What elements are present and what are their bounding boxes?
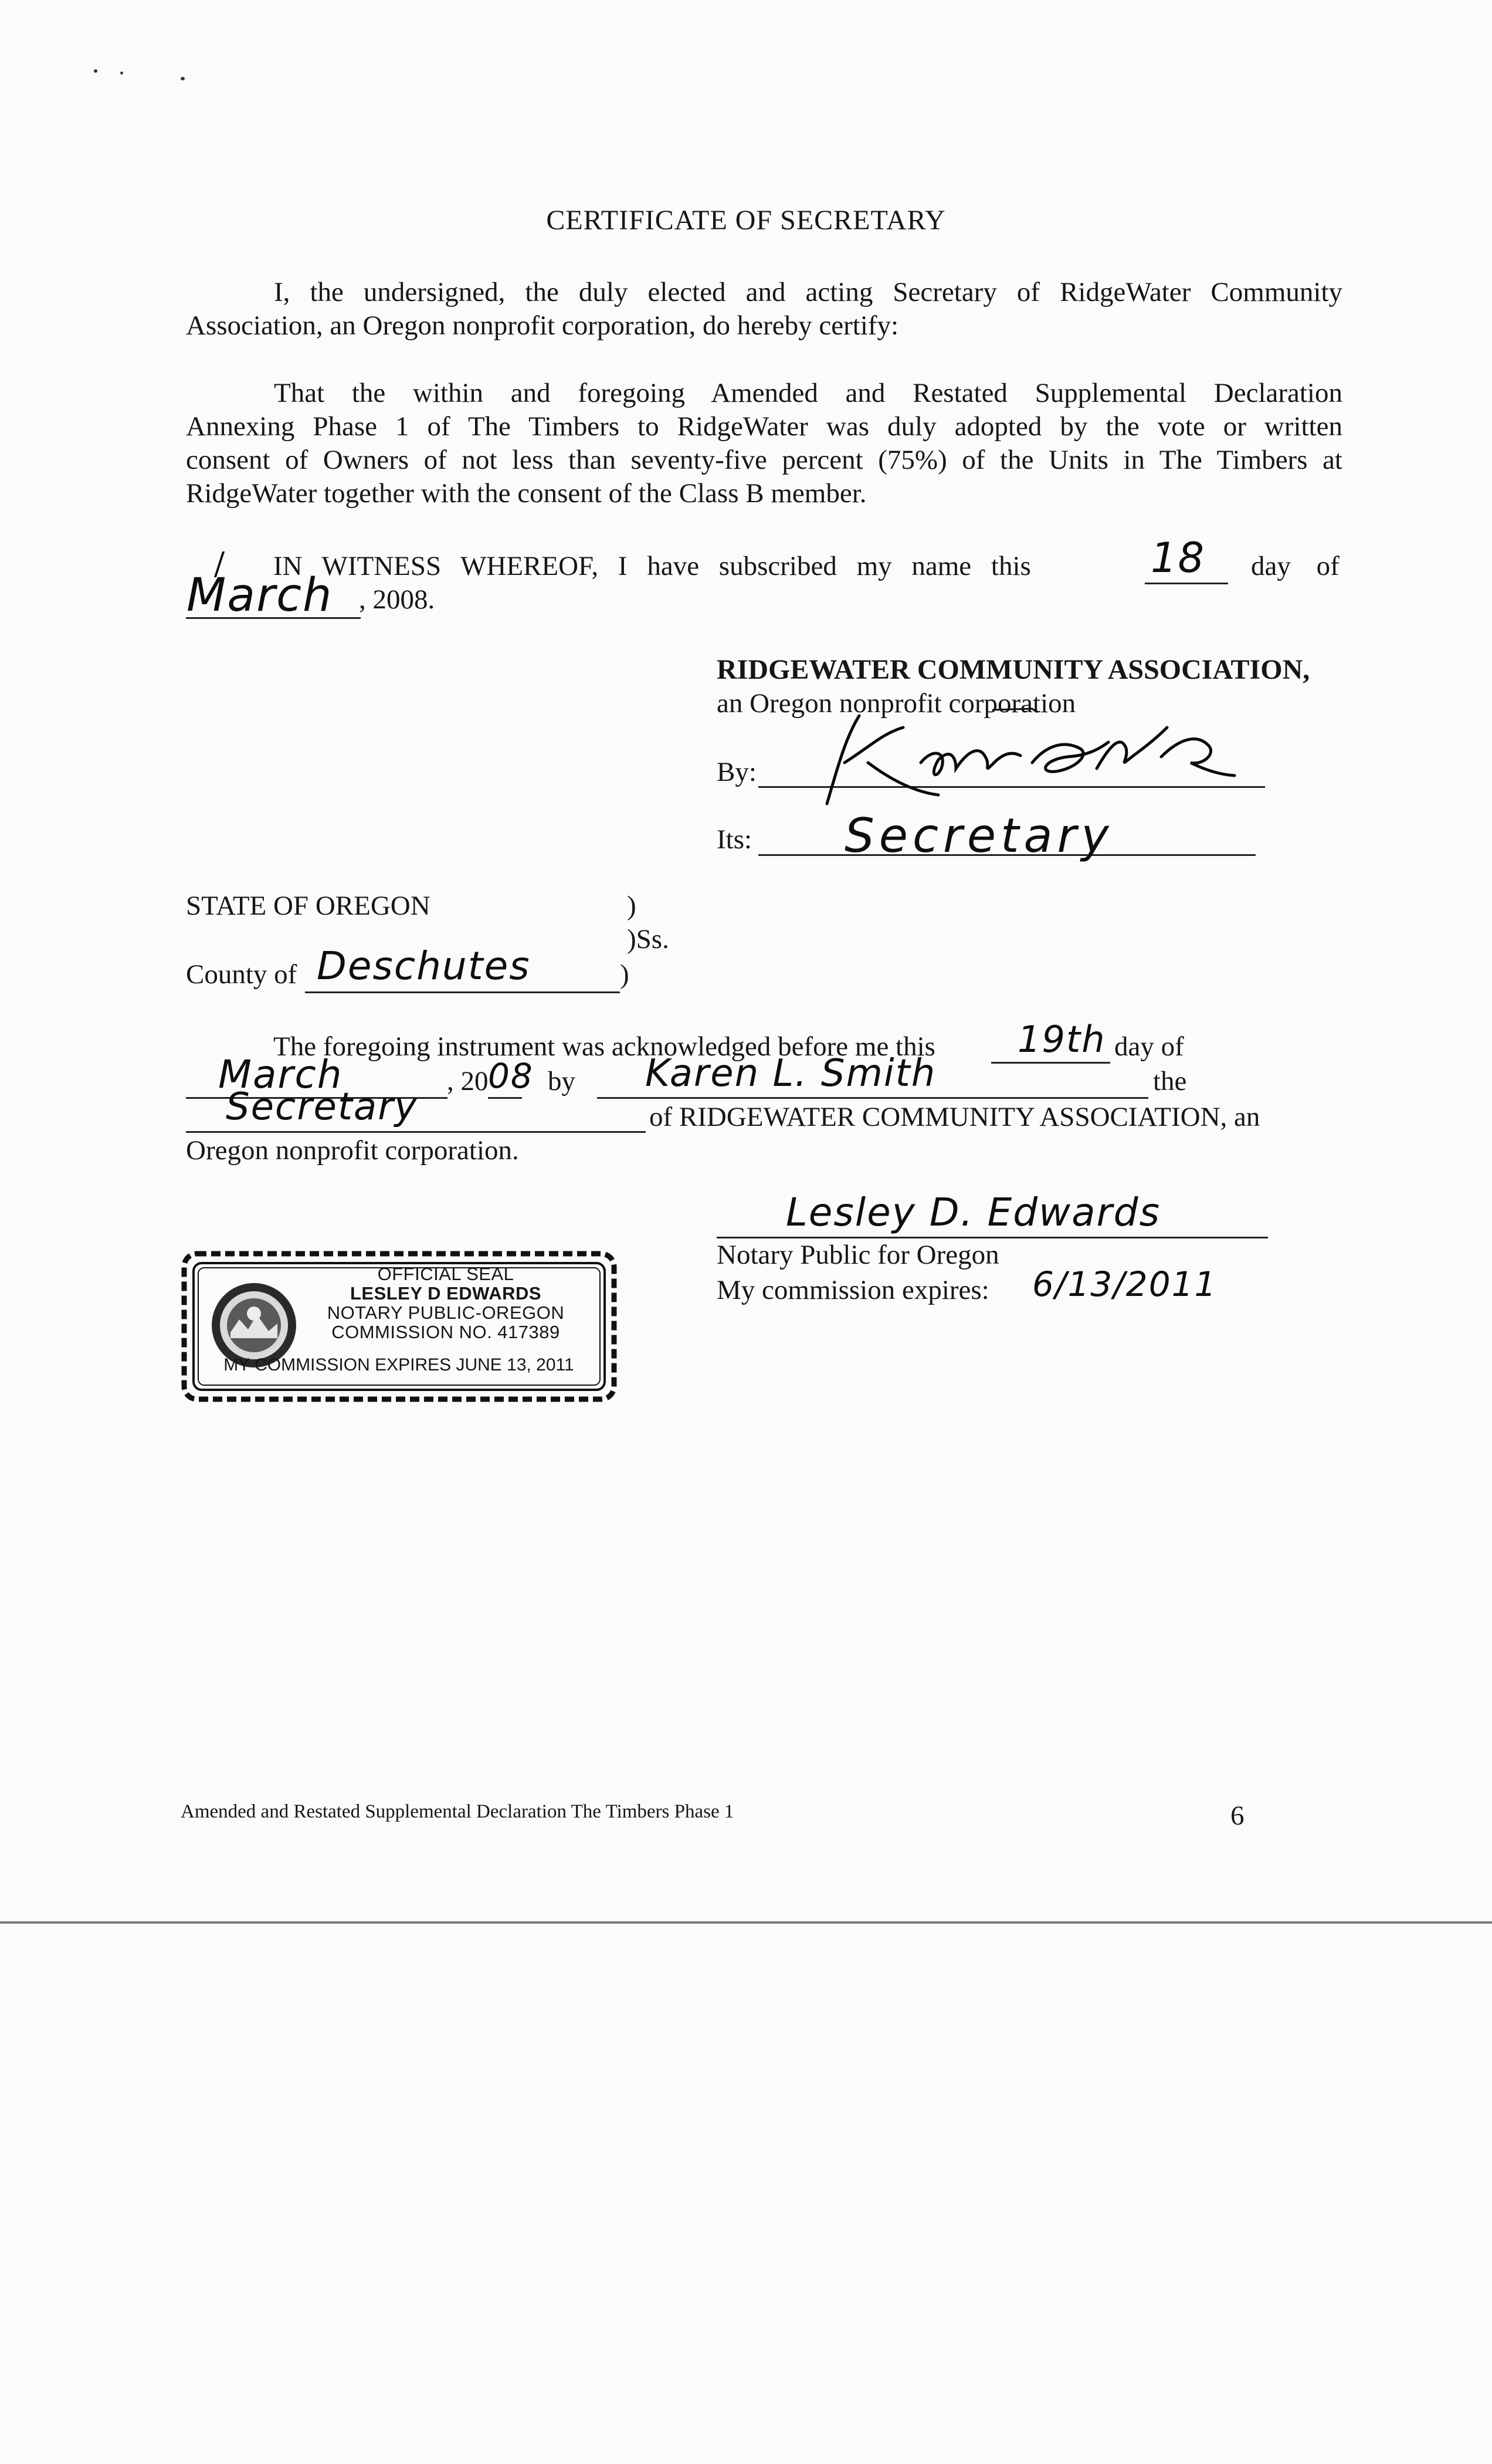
certify-line: RidgeWater together with the consent of the Class B member. — [186, 478, 867, 509]
witness-month-handwritten: March — [186, 569, 333, 622]
ack-name-handwritten: Karen L. Smith — [645, 1052, 937, 1095]
association-name: RIDGEWATER COMMUNITY ASSOCIATION, — [717, 654, 1310, 685]
seal-text-block — [293, 1264, 598, 1342]
intro-paragraph — [186, 276, 1342, 343]
scan-speck — [181, 77, 185, 80]
ack-by-label: by — [548, 1066, 575, 1096]
ack-the-label: the — [1153, 1066, 1187, 1096]
ack-day-underline — [991, 1062, 1110, 1064]
venue-paren-close: ) — [620, 959, 629, 990]
venue-paren-open: ) — [627, 891, 636, 921]
seal-line: OFFICIAL SEAL — [377, 1264, 514, 1284]
ack-year-prefix: , 20 — [447, 1066, 489, 1096]
secretary-signature — [780, 692, 1237, 815]
scan-speck — [94, 69, 97, 73]
witness-year: , 2008. — [359, 584, 435, 615]
seal-line: COMMISSION NO. 417389 — [331, 1322, 560, 1342]
seal-line: NOTARY PUBLIC-OREGON — [327, 1302, 565, 1323]
witness-day-of: day of — [1251, 551, 1340, 581]
certify-line: consent of Owners of not less than seventy-five percent (75%) of the Units in The Timbers at — [186, 445, 1342, 475]
commission-handwritten: 6/13/2011 — [1032, 1264, 1218, 1304]
intro-line: I, the undersigned, the duly elected and acting Secretary of RidgeWater Community — [274, 277, 1342, 307]
footer-text: Amended and Restated Supplemental Declaration The Timbers Phase 1 — [181, 1801, 734, 1822]
county-underline — [305, 991, 620, 993]
ack-year-handwritten: 08 — [488, 1056, 534, 1096]
ack-name-underline — [597, 1097, 1148, 1099]
certify-paragraph — [186, 377, 1342, 510]
notary-signature: Lesley D. Edwards — [786, 1190, 1161, 1235]
seal-line: LESLEY D EDWARDS — [350, 1283, 542, 1304]
ack-line4: Oregon nonprofit corporation. — [186, 1135, 519, 1166]
county-label: County of — [186, 959, 297, 990]
state-label: STATE OF OREGON — [186, 891, 430, 921]
ack-of-text: of RIDGEWATER COMMUNITY ASSOCIATION, an — [649, 1102, 1260, 1132]
ack-month-handwritten: March — [218, 1052, 343, 1097]
ack-day-handwritten: 19th — [1018, 1018, 1106, 1061]
document-title: CERTIFICATE OF SECRETARY — [546, 205, 946, 236]
page-number: 6 — [1230, 1800, 1245, 1831]
by-label: By: — [717, 757, 757, 787]
certify-line: That the within and foregoing Amended and Restated Supplemental Declaration — [274, 378, 1342, 408]
commission-label: My commission expires: — [717, 1275, 989, 1305]
witness-day-handwritten: 18 — [1151, 534, 1206, 582]
venue-ss: )Ss. — [627, 924, 669, 955]
ack-prefix: The foregoing instrument was acknowledged before me this — [273, 1031, 935, 1062]
association-description: an Oregon nonprofit corporation — [717, 688, 1076, 719]
ack-year-underline — [488, 1097, 522, 1099]
page-bottom-rule — [0, 1921, 1492, 1924]
ack-title-handwritten: Secretary — [226, 1085, 418, 1129]
witness-prefix: IN WITNESS WHEREOF, I have subscribed my name this — [273, 551, 1031, 581]
scan-speck — [120, 72, 123, 75]
ack-day-of: day of — [1114, 1031, 1184, 1062]
notary-label: Notary Public for Oregon — [717, 1240, 999, 1270]
certify-line: Annexing Phase 1 of The Timbers to RidgeWater was duly adopted by the vote or written — [186, 411, 1342, 442]
county-handwritten: Deschutes — [317, 943, 531, 989]
its-title-handwritten: Secretary — [845, 808, 1114, 863]
intro-line: Association, an Oregon nonprofit corporation, do hereby certify: — [186, 310, 899, 341]
witness-day-underline — [1145, 583, 1228, 584]
its-label: Its: — [717, 824, 752, 855]
ack-title-underline — [186, 1131, 646, 1133]
seal-expiry: MY COMMISSION EXPIRES JUNE 13, 2011 — [223, 1355, 574, 1375]
